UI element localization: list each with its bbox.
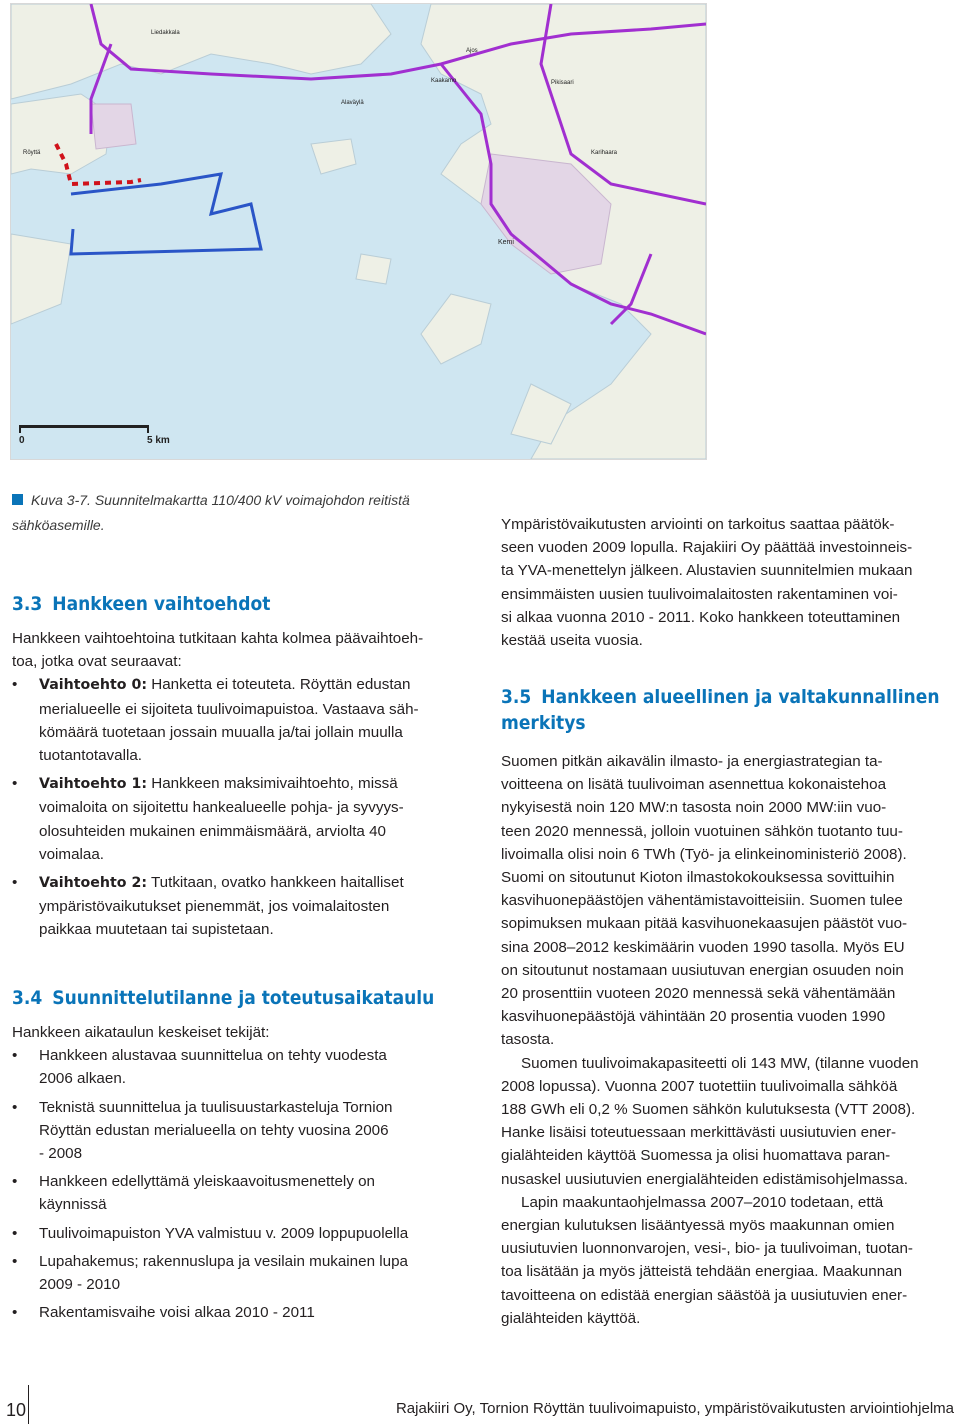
list-item <box>12 871 467 942</box>
list-item-text: ympäristövaikutukset pienemmät, jos voimalaitosten <box>39 898 390 916</box>
list-item-text: • Hankkeen alustavaa suunnittelua on tehty vuodesta <box>39 1047 387 1065</box>
route-map <box>10 3 707 460</box>
section-title: Hankkeen alueellinen ja valtakunnallinen <box>541 686 940 708</box>
scale-zero-label: 0 <box>19 435 25 446</box>
paragraph-line: toa, jotka ovat seuraavat: <box>12 653 182 671</box>
paragraph-line: ensimmäisten uusien tuulivoimalaitosten rakentaminen voi- <box>501 585 898 603</box>
map-label: Karihaara <box>591 150 618 156</box>
footer-divider <box>28 1385 29 1424</box>
list-item-text: Hanketta ei toteuteta. Röyttän edustan <box>147 676 411 694</box>
section-title: Hankkeen vaihtoehdot <box>52 593 271 615</box>
paragraph <box>501 750 958 1052</box>
section-title-continued: merkitys <box>501 712 586 734</box>
roytta-industrial <box>91 104 136 149</box>
list-item <box>12 772 467 866</box>
paragraph-line: toa lisätään ja myös jätteistä tehdään energiaa. Maakunnan <box>501 1263 903 1281</box>
caption-square-icon <box>12 494 23 505</box>
paragraph-line: sina 2008–2012 keskimäärin vuoden 1990 tasolla. Myös EU <box>501 938 905 956</box>
map-label: Pikisaari <box>551 80 574 86</box>
paragraph-line: Ympäristövaikutusten arviointi on tarkoitus saattaa päätök- <box>501 516 895 533</box>
map-label: Röyttä <box>23 150 41 156</box>
paragraph-line: nykyisestä noin 120 MW:n tasosta noin 2000 MW:iin vuo- <box>501 799 887 817</box>
map-label: Kemi <box>498 239 514 246</box>
alternative-label: Vaihtoehto 0: <box>39 677 148 694</box>
paragraph-line: gialähteiden käyttöä Suomessa ja olisi huomattava paran- <box>501 1147 891 1165</box>
section-number: 3.5 <box>501 686 532 708</box>
list-item <box>12 1301 467 1324</box>
paragraph <box>501 1191 958 1330</box>
paragraph-line: teen 2020 mennessä, jolloin vuotuinen sähkön tuotanto tuu- <box>501 822 903 840</box>
caption-line: Kuva 3-7. Suunnitelmakartta 110/400 kV voimajohdon reitistä <box>31 492 410 508</box>
alternative-label: Vaihtoehto 2: <box>39 875 148 892</box>
list-item-text: • Lupahakemus; rakennuslupa ja vesilain mukainen lupa <box>39 1252 408 1270</box>
map-label: Alaväylä <box>341 100 364 106</box>
list-item-text: • Hankkeen edellyttämä yleiskaavoitusmenettely on <box>39 1173 375 1191</box>
paragraph-line: kasvihuonepäästöjä vähintään 20 prosentia vuoden 1990 <box>501 1008 886 1026</box>
list-item-text: 2006 alkaen. <box>39 1070 126 1088</box>
list-item <box>12 1250 467 1296</box>
paragraph-line: kestää useita vuosia. <box>501 632 643 650</box>
list-item-text: käynnissä <box>39 1196 107 1214</box>
paragraph-line: 2008 lopussa). Vuonna 2007 tuotettiin tuulivoimalla sähköä <box>501 1077 898 1095</box>
paragraph-line: ta YVA-menettelyn jälkeen. Alustavien suunnitelmien mukaan <box>501 562 913 580</box>
section-3-5 <box>501 684 958 1330</box>
island <box>356 254 391 284</box>
paragraph-line: Suomi on sitoutunut Kioton ilmastokokouksessa sovittuihin <box>501 869 895 887</box>
list-item-text: tuotantotavalla. <box>39 747 143 765</box>
map-label: Kaakamo <box>431 78 457 84</box>
paragraph-line: kasvihuonepäästöjen vähentämistavoitteisiin. Suomen tulee <box>501 892 903 910</box>
list-item-text: kömäärä tuotetaan jossain muualla ja/tai jollain muulla <box>39 723 403 741</box>
section-heading <box>501 684 958 710</box>
section-title: Suunnittelutilanne ja toteutusaikataulu <box>52 987 435 1009</box>
list-item-text: • Tuulivoimapuiston YVA valmistuu v. 2009 loppupuolella <box>39 1224 409 1242</box>
list-item-text: Röyttän edustan merialueella on tehty vuosina 2006 <box>39 1121 389 1139</box>
paragraph-line: Hankkeen vaihtoehtoina tutkitaan kahta kolmea päävaihtoeh- <box>12 630 424 647</box>
paragraph-line: 20 prosenttiin vuoteen 2020 mennessä sekä vähentämään <box>501 985 896 1003</box>
paragraph-line: nusaskel uusiutuvien energialähteiden edistämisohjelmassa. <box>501 1170 908 1188</box>
paragraph <box>501 1052 958 1191</box>
paragraph-line: livoimalla olisi noin 6 TWh (Työ- ja elinkeinoministeriö 2008). <box>501 845 907 863</box>
list-item-text: 2009 - 2010 <box>39 1276 121 1294</box>
schedule-list <box>12 1044 467 1324</box>
paragraph-line: sopimuksen mukaan pitää kasvihuonekaasujen päästöt vuo- <box>501 915 908 933</box>
paragraph-line: Lapin maakuntaohjelmassa 2007–2010 todetaan, että <box>521 1193 884 1211</box>
paragraph-line: energian kulutuksen lisääntyessä myös maakunnan omien <box>501 1217 895 1235</box>
list-item <box>12 1222 467 1245</box>
paragraph-line: Suomen tuulivoimakapasiteetti oli 143 MW, (tilanne vuoden <box>521 1054 919 1072</box>
alternatives-list <box>12 673 467 941</box>
list-item-text: - 2008 <box>39 1145 83 1163</box>
right-intro <box>501 513 958 652</box>
list-item <box>12 1044 467 1090</box>
paragraph-line: tavoitteena on edistää energian säästöä ja uusiutuvien ener- <box>501 1286 908 1304</box>
paragraph-line: on sitoutunut nostamaan uusiutuvan energian osuuden noin <box>501 961 904 979</box>
list-item <box>12 1170 467 1216</box>
section-3-4 <box>12 985 467 1324</box>
section-number: 3.3 <box>12 593 43 615</box>
list-item-text: voimalaa. <box>39 845 104 863</box>
paragraph-line: voitteena on lisätä tuulivoiman asennettua kokonaistehoa <box>501 776 887 794</box>
caption-line: sähköasemille. <box>12 517 105 533</box>
page-number: 10 <box>6 1400 27 1420</box>
paragraph-line: si alkaa vuonna 2010 - 2011. Koko hankkeen toteuttaminen <box>501 608 901 626</box>
scale-bar-tick <box>147 425 149 433</box>
list-item-text: • Rakentamisvaihe voisi alkaa 2010 - 2011 <box>39 1304 315 1322</box>
map-label: Ajos <box>466 48 478 54</box>
paragraph-line: Suomen pitkän aikavälin ilmasto- ja energiastrategian ta- <box>501 753 883 770</box>
paragraph-line: tasosta. <box>501 1031 555 1049</box>
paragraph-line: Hankkeen aikataulun keskeiset tekijät: <box>12 1024 270 1041</box>
list-item <box>12 673 467 767</box>
section-3-3 <box>12 591 467 942</box>
scale-bar <box>19 425 149 428</box>
list-item-text: Hankkeen maksimivaihtoehto, missä <box>147 775 398 793</box>
alternative-label: Vaihtoehto 1: <box>39 776 148 793</box>
list-item-text: paikkaa muutetaan tai supistetaan. <box>39 921 274 939</box>
section-heading <box>12 985 467 1011</box>
paragraph-line: gialähteiden käyttöä. <box>501 1309 641 1327</box>
footer-text: Rajakiiri Oy, Tornion Röyttän tuulivoimapuisto, ympäristövaikutusten arviointiohjelma <box>395 1400 954 1417</box>
list-item-text: • Teknistä suunnittelua ja tuulisuustarkasteluja Tornion <box>39 1098 393 1116</box>
map-label: Liedakkala <box>151 30 180 36</box>
paragraph-line: uusiutuvien luonnonvarojen, vesi-, bio- ja tuulivoiman, tuotan- <box>501 1240 913 1258</box>
paragraph-line: seen vuoden 2009 lopulla. Rajakiiri Oy päättää investoinneis- <box>501 539 913 557</box>
list-item-text: Tutkitaan, ovatko hankkeen haitalliset <box>147 874 404 892</box>
list-item-text: olosuhteiden mukainen enimmäismäärä, arviolta 40 <box>39 822 386 840</box>
paragraph-line: 188 GWh eli 0,2 % Suomen sähkön kulutuksesta (VTT 2008). <box>501 1101 916 1119</box>
section-number: 3.4 <box>12 987 43 1009</box>
list-item-text: merialueelle ei sijoiteta tuulivoimapuistoa. Vastaava säh- <box>39 700 419 718</box>
scale-km-label: 5 km <box>147 435 170 446</box>
paragraph-line: Hanke lisäisi toteutuessaan merkittävästi uusiutuvien ener- <box>501 1124 897 1142</box>
scale-bar-tick <box>19 425 21 433</box>
route-map-graphic <box>11 4 706 459</box>
section-heading <box>12 591 467 617</box>
list-item-text: voimaloita on sijoitettu hankealueelle pohja- ja syvyys- <box>39 799 404 817</box>
figure-caption <box>12 488 472 538</box>
list-item <box>12 1096 467 1166</box>
